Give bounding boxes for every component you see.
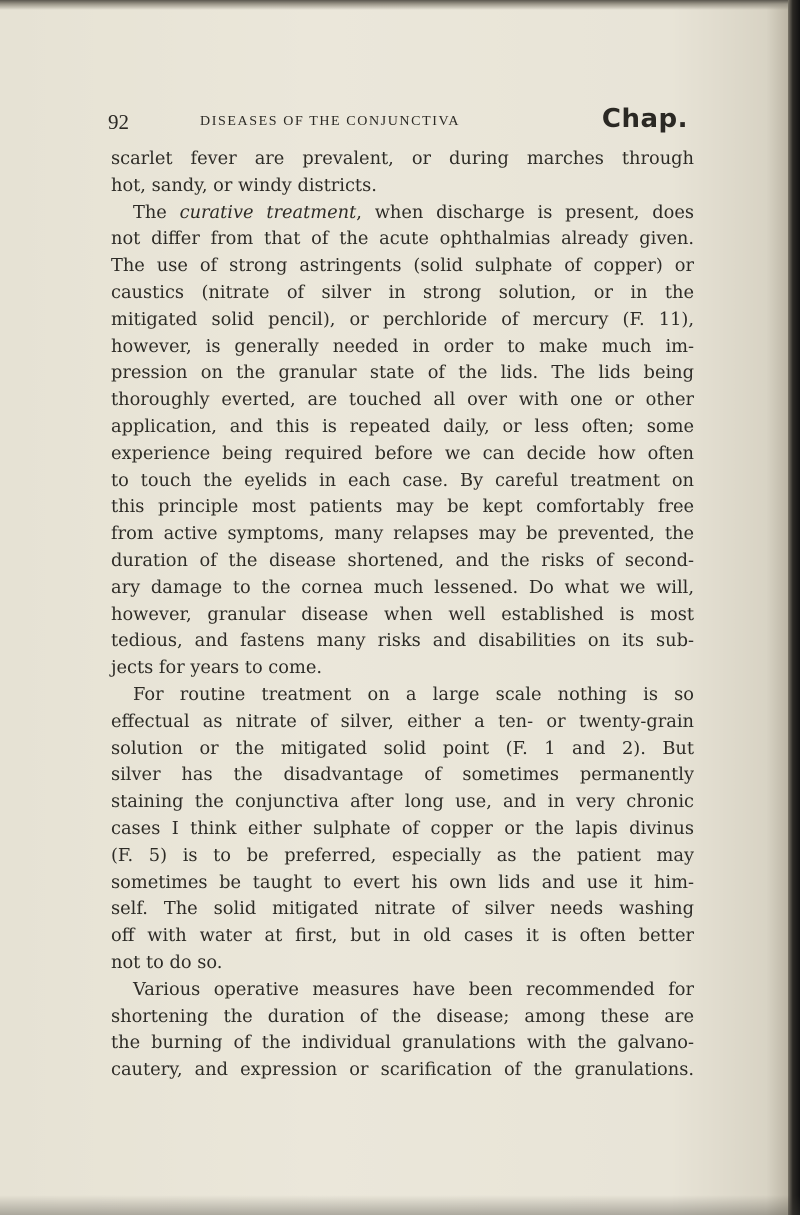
italic-term: curative treatment xyxy=(179,201,357,223)
text-line: (F. 5) is to be preferred, especially as the patient may xyxy=(111,844,694,866)
text-line: mitigated solid pencil), or perchloride of mercury (F. 11), xyxy=(111,308,694,330)
running-title: DISEASES OF THE CONJUNCTIVA xyxy=(200,114,461,129)
text-line: off with water at first, but in old cases it is often better xyxy=(111,925,694,947)
text-line: hot, sandy, or windy districts. xyxy=(111,174,377,196)
text-line: however, is generally needed in order to make much im- xyxy=(111,335,694,357)
text-line: however, granular disease when well established is most xyxy=(111,603,694,625)
text-line: cases I think either sulphate of copper or the lapis divinus xyxy=(111,817,694,839)
body-text xyxy=(111,146,694,1084)
text-line: effectual as nitrate of silver, either a ten- or twenty-grain xyxy=(111,710,694,732)
text-line: from active symptoms, many relapses may be prevented, the xyxy=(111,523,694,545)
paragraph xyxy=(111,200,694,682)
text-line: self. The solid mitigated nitrate of silver needs washing xyxy=(111,898,694,920)
text-line: ary damage to the cornea much lessened. Do what we will, xyxy=(111,576,694,598)
text-line: duration of the disease shortened, and the risks of second- xyxy=(111,549,694,571)
text-line: jects for years to come. xyxy=(111,657,323,679)
text-line: caustics (nitrate of silver in strong solution, or in the xyxy=(111,281,694,303)
text-line: this principle most patients may be kept comfortably free xyxy=(111,496,694,518)
text-line: The use of strong astringents (solid sulphate of copper) or xyxy=(111,255,694,277)
text-line: Various operative measures have been recommended for xyxy=(133,978,694,1000)
paragraph xyxy=(111,146,694,200)
text-line: cautery, and expression or scarification of the granulations. xyxy=(111,1059,694,1081)
text-line: solution or the mitigated solid point (F. 1 and 2). But xyxy=(111,737,694,759)
text-line: sometimes be taught to evert his own lids and use it him- xyxy=(111,871,694,893)
text-line: staining the conjunctiva after long use, and in very chronic xyxy=(111,791,694,813)
paragraph xyxy=(111,682,694,977)
page-number: 92 xyxy=(108,110,129,134)
text-line: thoroughly everted, are touched all over with one or other xyxy=(111,389,694,411)
text-line: to touch the eyelids in each case. By careful treatment on xyxy=(111,469,694,491)
text-line: pression on the granular state of the lids. The lids being xyxy=(111,362,694,384)
text-line: experience being required before we can decide how often xyxy=(111,442,694,464)
text-line: silver has the disadvantage of sometimes permanently xyxy=(111,764,694,786)
text-line: shortening the duration of the disease; among these are xyxy=(111,1005,694,1027)
running-head xyxy=(108,104,688,140)
text-line: tedious, and fastens many risks and disabilities on its sub- xyxy=(111,630,694,652)
book-binding-edge xyxy=(788,0,800,1215)
text-line: the burning of the individual granulations with the galvano- xyxy=(111,1032,694,1054)
text-line: For routine treatment on a large scale nothing is so xyxy=(133,683,694,705)
page-bottom-shade xyxy=(0,1195,800,1215)
text-line: not differ from that of the acute ophthalmias already given. xyxy=(111,228,694,250)
text-line: application, and this is repeated daily, or less often; some xyxy=(111,415,694,437)
chapter-label: Chap. xyxy=(601,104,688,134)
paragraph xyxy=(111,977,694,1084)
page-top-shadow xyxy=(0,0,800,10)
text-line: not to do so. xyxy=(111,951,223,973)
text-line: scarlet fever are prevalent, or during marches through xyxy=(111,148,694,169)
text-line: The curative treatment, when discharge is present, does xyxy=(133,201,694,223)
